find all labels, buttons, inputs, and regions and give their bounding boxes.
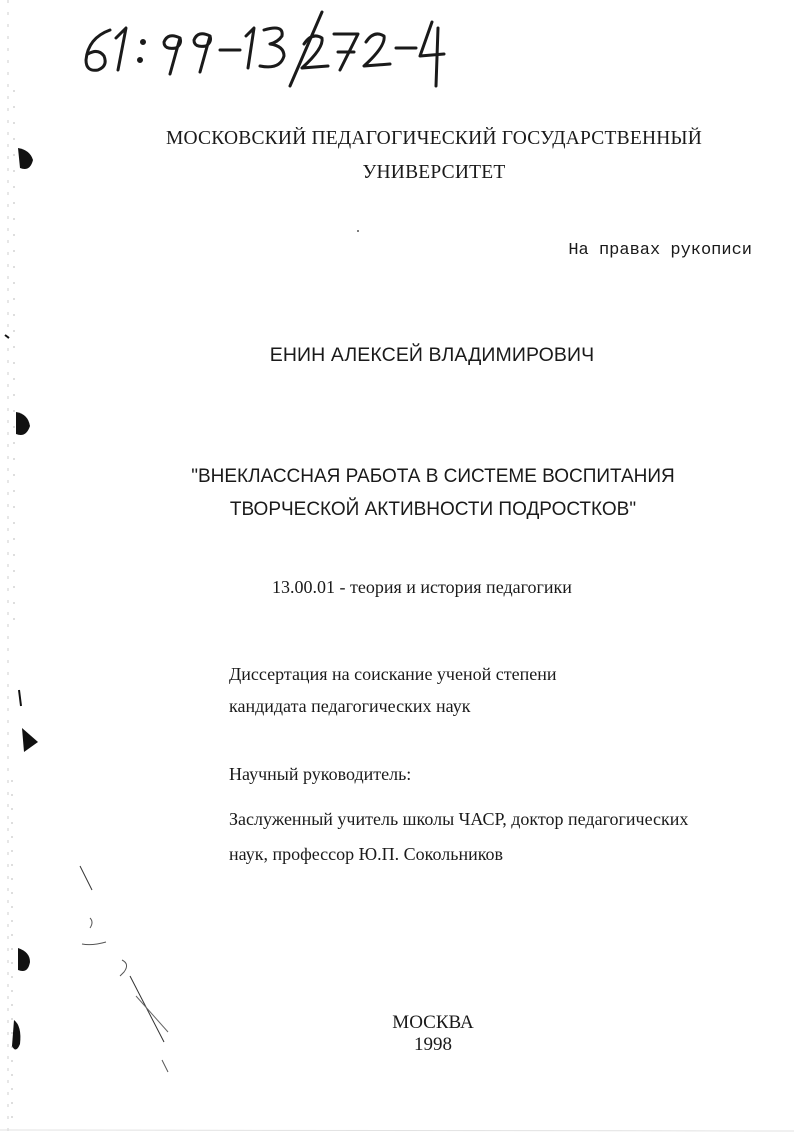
dissertation-title-line2: ТВОРЧЕСКОЙ АКТИВНОСТИ ПОДРОСТКОВ" — [229, 499, 637, 520]
author-name: ЕНИН АЛЕКСЕЙ ВЛАДИМИРОВИЧ — [269, 344, 595, 366]
city: МОСКВА — [392, 1012, 474, 1033]
archive-number-handwritten — [40, 8, 470, 88]
archive-number-handwriting-graphic — [40, 8, 470, 88]
supervisor-line2: наук, профессор Ю.П. Сокольников — [229, 844, 504, 864]
dissertation-title-line1: "ВНЕКЛАССНАЯ РАБОТА В СИСТЕМЕ ВОСПИТАНИЯ — [191, 466, 675, 487]
university-name-line2: УНИВЕРСИТЕТ — [362, 162, 506, 183]
year: 1998 — [414, 1034, 452, 1055]
degree-statement-line1: Диссертация на соискание ученой степени — [229, 664, 557, 684]
university-name-line1: МОСКОВСКИЙ ПЕДАГОГИЧЕСКИЙ ГОСУДАРСТВЕННЫЙ — [165, 128, 702, 149]
supervisor-label: Научный руководитель: — [229, 764, 412, 784]
manuscript-rights-note: На правах рукописи — [568, 241, 752, 260]
degree-statement-line2: кандидата педагогических наук — [229, 696, 471, 716]
supervisor-line1: Заслуженный учитель школы ЧАСР, доктор педагогических — [229, 809, 689, 829]
specialty-code: 13.00.01 - теория и история педагогики — [272, 577, 572, 597]
